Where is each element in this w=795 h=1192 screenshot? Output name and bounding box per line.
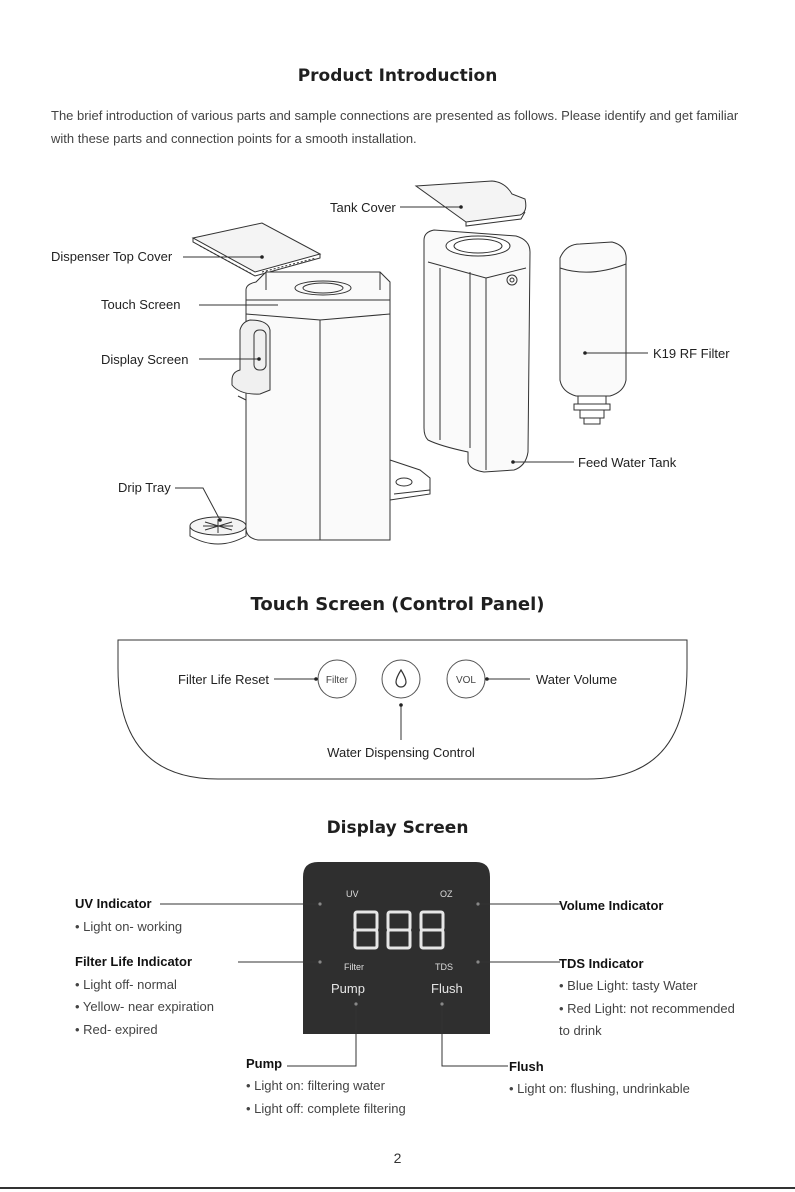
pump-item-1: • Light on: filtering water xyxy=(246,1078,385,1093)
tds-indicator-title: TDS Indicator xyxy=(559,956,644,971)
control-panel xyxy=(118,640,687,779)
k19-filter-illustration xyxy=(560,242,626,424)
uv-indicator-title: UV Indicator xyxy=(75,896,152,911)
display-screen-label: Display Screen xyxy=(101,352,189,367)
touch-screen-label: Touch Screen xyxy=(101,297,181,312)
tank-cover-label: Tank Cover xyxy=(330,200,396,215)
tank-cover-illustration xyxy=(416,181,526,226)
display-panel xyxy=(303,862,490,1034)
drip-tray-label: Drip Tray xyxy=(118,480,171,495)
tds-item-2: • Red Light: not recommended xyxy=(559,1001,735,1016)
flush-display-label: Flush xyxy=(431,981,463,996)
page-number: 2 xyxy=(393,1150,402,1166)
dispenser-top-cover-illustration xyxy=(193,223,320,276)
volume-indicator-title: Volume Indicator xyxy=(559,898,664,913)
k19-filter-label: K19 RF Filter xyxy=(653,346,730,361)
flush-title: Flush xyxy=(509,1059,544,1074)
uv-indicator-item: • Light on- working xyxy=(75,919,183,934)
oz-display-label: OZ xyxy=(440,889,453,899)
feed-water-tank-illustration xyxy=(424,230,530,472)
water-volume-label: Water Volume xyxy=(536,672,618,687)
drip-tray-illustration xyxy=(190,517,246,544)
vol-button-label: VOL xyxy=(455,675,477,686)
product-introduction-heading: Product Introduction xyxy=(297,66,498,86)
product-illustration xyxy=(190,181,626,544)
bottom-rule xyxy=(0,1187,795,1189)
filter-life-item-3: • Red- expired xyxy=(75,1022,158,1037)
filter-button-label: Filter xyxy=(325,675,349,686)
tds-item-1: • Blue Light: tasty Water xyxy=(559,978,698,993)
display-screen-heading: Display Screen xyxy=(326,818,469,838)
dispenser-body-illustration xyxy=(232,272,430,540)
intro-paragraph: The brief introduction of various parts and sample connections are presented as follows. Please identify and get familiar with these parts and connection points for a smooth installation. xyxy=(51,108,739,146)
filter-life-item-1: • Light off- normal xyxy=(75,977,177,992)
water-dispensing-control-label: Water Dispensing Control xyxy=(327,745,475,760)
flush-item-1: • Light on: flushing, undrinkable xyxy=(509,1081,690,1096)
filter-life-indicator-title: Filter Life Indicator xyxy=(75,954,193,969)
filter-life-item-2: • Yellow- near expiration xyxy=(75,999,214,1014)
feed-water-tank-label: Feed Water Tank xyxy=(578,455,677,470)
dispenser-top-cover-label: Dispenser Top Cover xyxy=(51,249,173,264)
tds-display-label: TDS xyxy=(435,962,453,972)
pump-item-2: • Light off: complete filtering xyxy=(246,1101,406,1116)
filter-display-label: Filter xyxy=(344,962,364,972)
uv-display-label: UV xyxy=(346,889,359,899)
touch-screen-heading: Touch Screen (Control Panel) xyxy=(250,594,545,615)
tds-item-3: to drink xyxy=(559,1023,602,1038)
filter-life-reset-label: Filter Life Reset xyxy=(178,672,270,687)
water-dispense-button[interactable] xyxy=(382,660,420,698)
pump-display-label: Pump xyxy=(331,981,365,996)
pump-title: Pump xyxy=(246,1056,283,1071)
